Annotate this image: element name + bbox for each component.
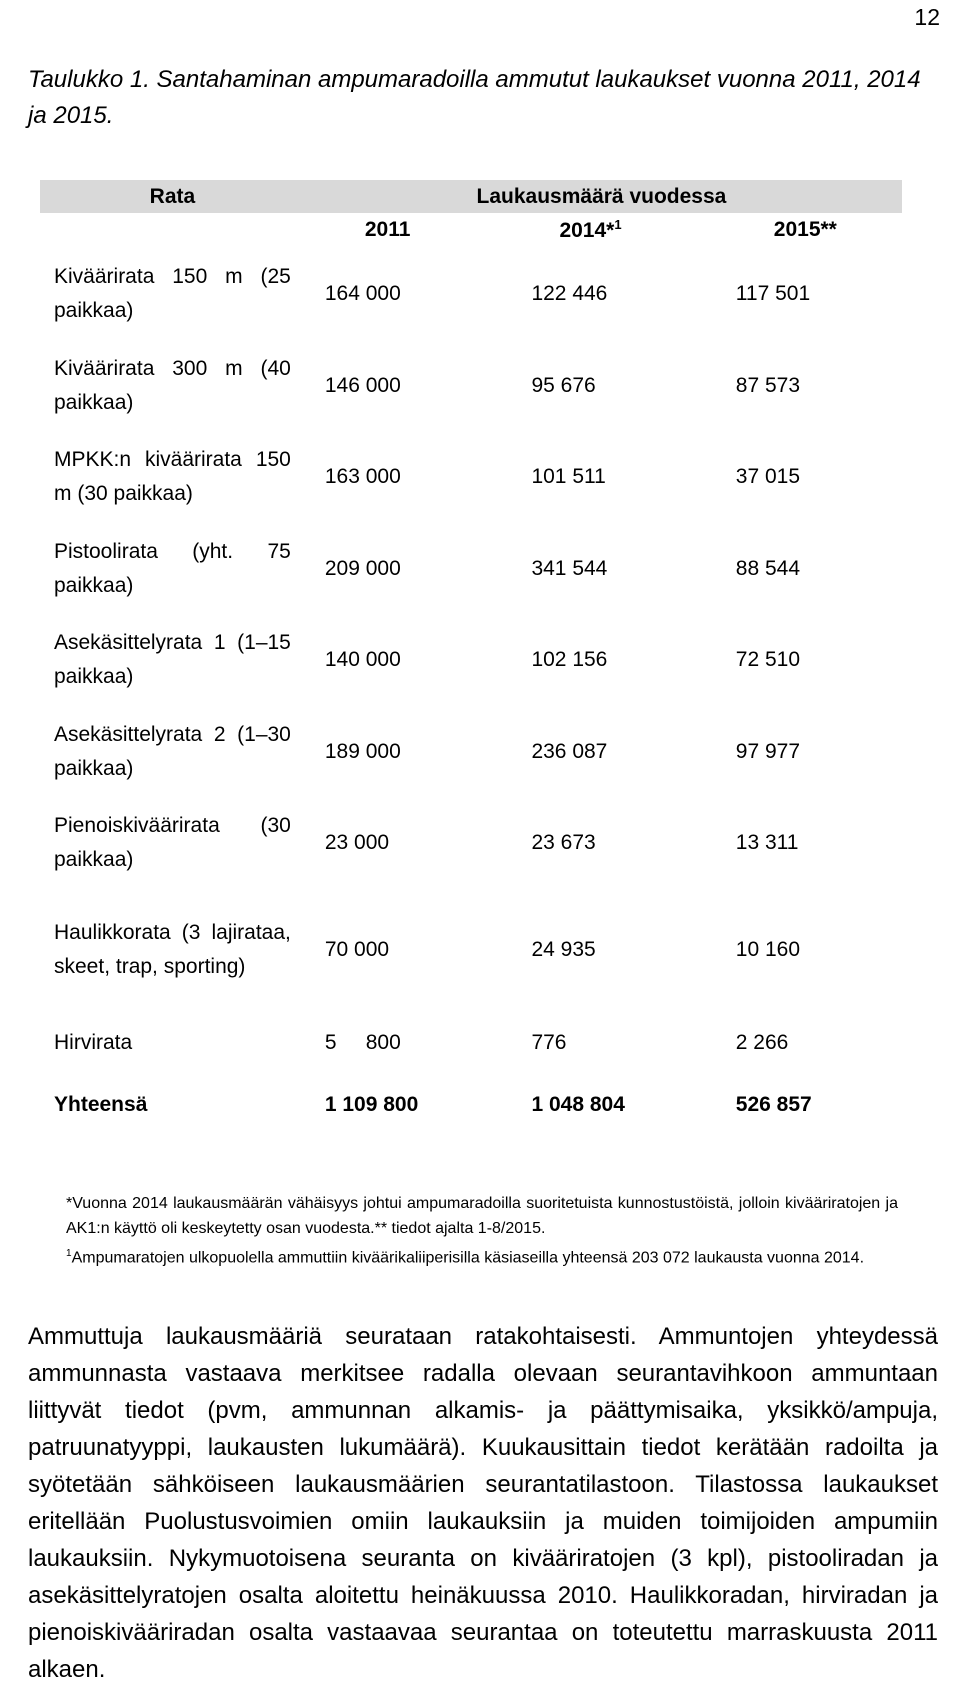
total-row	[40, 1074, 902, 1136]
value-2015: 2 266	[735, 1031, 789, 1054]
value-2011: 140 000	[324, 648, 401, 671]
value-2014: 24 935	[531, 938, 596, 961]
value-2014: 341 544	[531, 556, 608, 580]
year-2011: 2011	[364, 218, 411, 241]
total-label: Yhteensä	[54, 1093, 148, 1116]
value-2014: 776	[531, 1031, 567, 1054]
total-2014: 1 048 804	[531, 1093, 625, 1116]
value-2015: 13 311	[735, 830, 799, 854]
rata-name: Hirvirata	[54, 1031, 133, 1054]
table-row	[40, 1012, 902, 1074]
value-2014: 236 087	[531, 739, 608, 763]
table-row	[40, 888, 902, 1012]
value-2014: 101 511	[531, 465, 606, 488]
value-2011: 164 000	[324, 281, 401, 305]
page-number: 12	[914, 4, 940, 30]
header-rata: Rata	[40, 180, 301, 213]
table-caption: Taulukko 1. Santahaminan ampumaradoilla ammutut laukaukset vuonna 2011, 2014 ja 2015.	[28, 66, 921, 129]
total-2011: 1 109 800	[324, 1093, 419, 1116]
footnote-superscript: 1	[66, 1248, 72, 1259]
rata-name: Haulikkorata (3 lajirataa, skeet, trap, sporting)	[54, 921, 291, 978]
rata-name: Pienoiskiväärirata (30 paikkaa)	[54, 813, 291, 871]
body-paragraph: Ammuttuja laukausmääriä seurataan ratakohtaisesti. Ammuntojen yhteydessä ammunnasta vastaava merkitsee radalla olevaan seurantavihkoon ammuntaan liittyvät tiedot (pvm, ammunnan alkamis- ja päättymisaika, yksikkö/ampuja, patruunatyyppi, laukausten lukumäärä). Kuukausittain tiedot kerätään radoilta ja syötetään sähköiseen laukausmäärien seurantatilastoon. Tilastossa laukaukset eritellään Puolustusvoimien omiin laukauksiin ja muiden toimijoiden ampumiin laukauksiin. Nykymuotoisena seuranta on kivääriratojen (3 kpl), pistooliradan ja asekäsittelyratojen osalta aloitettu heinäkuussa 2010. Haulikkoradan, hirviradan ja pienoiskivääriradan osalta vastaavaa seurantaa on toteutettu marraskuusta 2011 alkaen.	[28, 1323, 938, 1683]
footnote-line-2: $^1$Ampumaratojen ulkopuolella ammuttiin kiväärikaliiperisilla käsiaseilla yhteensä 203 072 laukausta vuonna 2014.	[66, 1248, 865, 1267]
table-row	[40, 431, 902, 523]
value-2011: 23 000	[324, 830, 390, 854]
value-2014: 122 446	[531, 281, 608, 305]
table-header-row	[40, 180, 902, 213]
rata-name: Pistoolirata (yht. 75 paikkaa)	[54, 539, 291, 597]
value-2015: 97 977	[735, 739, 801, 763]
value-2014: 95 676	[531, 373, 596, 397]
rata-name: Kiväärirata 300 m (40 paikkaa)	[54, 356, 291, 414]
shots-table	[40, 180, 902, 1136]
table-row	[40, 614, 902, 706]
value-2015: 10 160	[735, 938, 801, 961]
header-laukausmaara: Laukausmäärä vuodessa	[301, 180, 902, 213]
value-2011: 70 000	[324, 938, 390, 961]
rata-name: MPKK:n kiväärirata 150 m (30 paikkaa)	[54, 448, 291, 505]
value-2015: 117 501	[735, 281, 811, 305]
value-2015: 37 015	[735, 465, 801, 488]
year-2014: 2014*$^1$	[559, 217, 622, 242]
value-2011: 163 000	[324, 465, 401, 488]
value-2014: 102 156	[531, 648, 608, 671]
value-2011: 146 000	[324, 373, 401, 397]
table-row	[40, 247, 902, 340]
value-2015: 88 544	[735, 556, 801, 580]
table-footnote	[66, 1191, 898, 1270]
year-2015: 2015**	[773, 218, 837, 241]
value-2015: 72 510	[735, 648, 801, 671]
year-header-row	[40, 213, 902, 247]
rata-name: Asekäsittelyrata 2 (1–30 paikkaa)	[54, 722, 291, 780]
year-2014-superscript: 1	[614, 217, 622, 232]
table-row	[40, 523, 902, 614]
value-2014: 23 673	[531, 830, 596, 854]
table-row	[40, 797, 902, 888]
rata-name: Asekäsittelyrata 1 (1–15 paikkaa)	[54, 631, 291, 688]
rata-name: Kiväärirata 150 m (25 paikkaa)	[54, 264, 291, 322]
value-2015: 87 573	[735, 373, 801, 397]
total-2015: 526 857	[735, 1093, 812, 1116]
table-row	[40, 340, 902, 431]
value-2011: 5 800	[324, 1031, 401, 1054]
value-2011: 189 000	[324, 739, 401, 763]
table-row	[40, 706, 902, 797]
value-2011: 209 000	[324, 556, 401, 580]
footnote-line-1: *Vuonna 2014 laukausmäärän vähäisyys johtui ampumaradoilla suoritetuista kunnostustöistä, jolloin kivääriratojen ja AK1:n käyttö oli keskeytetty osan vuodesta.** tiedot ajalta 1-8/2015.	[66, 1195, 898, 1237]
